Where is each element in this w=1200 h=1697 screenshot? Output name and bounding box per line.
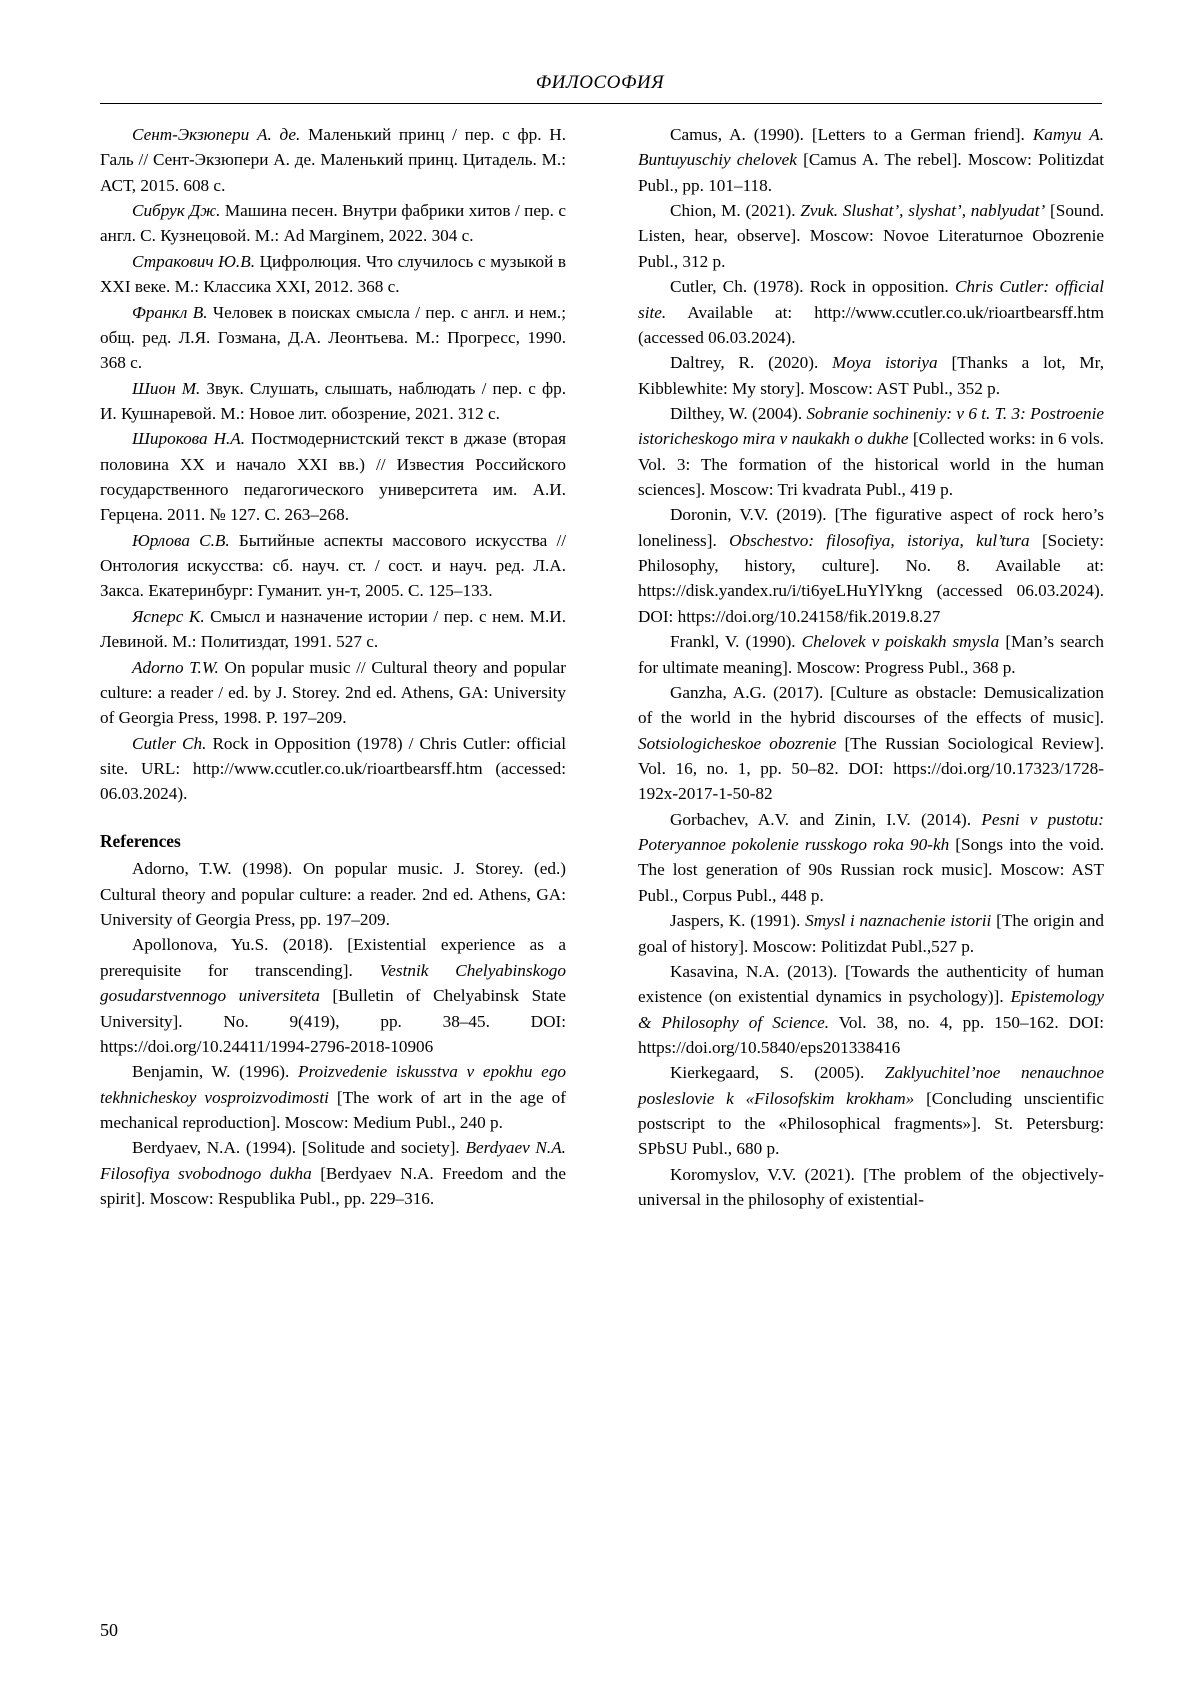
two-column-body: [100, 122, 1104, 1497]
reference-item: Ganzha, A.G. (2017). [Culture as obstacle: Demusicalization of the world in the hybrid discourses of the effects of music]. Sotsiologicheskoe obozrenie [The Russian Sociological Review]. Vol. 16, no. 1, pp. 50–82. DOI: https://doi.org/10.17323/1728-192x-2017-1-50-82: [638, 682, 1104, 804]
reference-item: Cutler Ch. Rock in Opposition (1978) / Chris Cutler: official site. URL: http://www.ccutler.co.uk/rioartbearsff.htm (accessed: 06.03.2024).: [100, 733, 567, 804]
reference-item: Gorbachev, A.V. and Zinin, I.V. (2014). Pesni v pustotu: Poteryannoe pokolenie russkogo roka 90-kh [Songs into the void. The lost generation of 90s Russian rock music]. Moscow: AST Publ., Corpus Publ., 448 p.: [638, 809, 1105, 905]
left-column: [100, 122, 566, 1497]
reference-item: Camus, A. (1990). [Letters to a German friend]. Kamyu A. Buntuyuschiy chelovek [Camus A. The rebel]. Moscow: Politizdat Publ., pp. 101–118.: [638, 125, 1104, 195]
reference-item: Широкова Н.А. Постмодернистский текст в джазе (вторая половина XX и начало XXI вв.) // Известия Российского государственного педагогического университета им. А.И. Герцена. 2011. № 127. С. 263–268.: [100, 429, 566, 525]
page-number: 50: [100, 1620, 118, 1640]
reference-item: Сент-Экзюпери А. де. Маленький принц / пер. с фр. Н. Галь // Сент-Экзюпери А. де. Маленький принц. Цитадель. М.: АСТ, 2015. 608 с.: [100, 125, 566, 195]
reference-item: Doronin, V.V. (2019). [The figurative aspect of rock hero’s loneliness]. Obschestvo: filosofiya, istoriya, kul’tura [Society: Philosophy, history, culture]. No. 8. Available at: https://disk.yandex.ru/i/ti6yeLHuYlYkng (accessed 06.03.2024). DOI: https://doi.org/10.24158/fik.2019.8.27: [638, 505, 1104, 626]
reference-item: Frankl, V. (1990). Chelovek v poiskakh smysla [Man’s search for ultimate meaning]. Moscow: Progress Publ., 368 p.: [638, 632, 1104, 677]
reference-item: Benjamin, W. (1996). Proizvedenie iskusstva v epokhu ego tekhnicheskoy vosproizvodimosti [The work of art in the age of mechanical reproduction]. Moscow: Medium Publ., 240 p.: [100, 1062, 567, 1132]
reference-item: Koromyslov, V.V. (2021). [The problem of the objectively-universal in the philosophy of existential-: [638, 1164, 1104, 1210]
reference-item: Kasavina, N.A. (2013). [Towards the authenticity of human existence (on existential dynamics in psychology)]. Epistemology & Philosophy of Science. Vol. 38, no. 4, pp. 150–162. DOI: https://doi.org/10.5840/eps201338416: [638, 961, 1104, 1057]
reference-item: Berdyaev, N.A. (1994). [Solitude and society]. Berdyaev N.A. Filosofiya svobodnogo dukha [Berdyaev N.A. Freedom and the spirit]. Moscow: Respublika Publ., pp. 229–316.: [100, 1138, 566, 1209]
reference-item: Шион М. Звук. Слушать, слышать, наблюдать / пер. с фр. И. Кушнаревой. М.: Новое лит. обозрение, 2021. 312 с.: [100, 378, 566, 423]
reference-item: Юрлова С.В. Бытийные аспекты массового искусства // Онтология искусства: сб. науч. ст. / сост. и науч. ред. Л.А. Закса. Екатеринбург: Гуманит. ун-т, 2005. С. 125–133.: [100, 530, 566, 601]
reference-item: Dilthey, W. (2004). Sobranie sochineniy: v 6 t. T. 3: Postroenie istoricheskogo mira v naukakh o dukhe [Collected works: in 6 vols. Vol. 3: The formation of the historical world in the human sciences]. Moscow: Tri kvadrata Publ., 419 p.: [638, 403, 1104, 500]
reference-item: Daltrey, R. (2020). Moya istoriya [Thanks a lot, Mr, Kibblewhite: My story]. Moscow: AST Publ., 352 p.: [638, 353, 1104, 398]
reference-item: Adorno, T.W. (1998). On popular music. J. Storey. (ed.) Cultural theory and popular culture: a reader. 2nd ed. Athens, GA: University of Georgia Press, pp. 197–209.: [100, 859, 566, 930]
reference-item: Apollonova, Yu.S. (2018). [Existential experience as a prerequisite for transcending]. Vestnik Chelyabinskogo gosudarstvennogo universiteta [Bulletin of Chelyabinsk State University]. No. 9(419), pp. 38–45. DOI: https://doi.org/10.24411/1994-2796-2018-10906: [100, 935, 567, 1056]
reference-item: Стракович Ю.В. Цифролюция. Что случилось с музыкой в XXI веке. М.: Классика XXI, 2012. 368 с.: [100, 251, 566, 297]
reference-item: Chion, M. (2021). Zvuk. Slushat’, slyshat’, nablyudat’ [Sound. Listen, hear, observe]. Moscow: Novoe Literaturnoe Obozrenie Publ., 312 p.: [638, 201, 1104, 271]
reference-item: Jaspers, K. (1991). Smysl i naznachenie istorii [The origin and goal of history]. Moscow: Politizdat Publ.,527 p.: [638, 911, 1104, 956]
reference-item: Сибрук Дж. Машина песен. Внутри фабрики хитов / пер. с англ. С. Кузнецовой. М.: Ad Marginem, 2022. 304 с.: [100, 201, 566, 246]
reference-item: Kierkegaard, S. (2005). Zaklyuchitel’noe nenauchnoe posleslovie k «Filosofskim krokham» [Concluding unscientific postscript to the «Philosophical fragments»]. St. Petersburg: SPbSU Publ., 680 p.: [638, 1063, 1104, 1159]
reference-item: Франкл В. Человек в поисках смысла / пер. с англ. и нем.; общ. ред. Л.Я. Гозмана, Д.А. Леонтьева. М.: Прогресс, 1990. 368 с.: [100, 302, 566, 373]
reference-item: Adorno T.W. On popular music // Cultural theory and popular culture: a reader / ed. by J. Storey. 2nd ed. Athens, GA: University of Georgia Press, 1998. P. 197–209.: [100, 657, 566, 728]
running-head: ФИЛОСОФИЯ: [535, 72, 665, 93]
references-heading: References: [100, 830, 181, 851]
header-rule: [100, 103, 1102, 104]
reference-item: Ясперс К. Смысл и назначение истории / пер. с нем. М.И. Левиной. М.: Политиздат, 1991. 527 с.: [100, 606, 566, 652]
right-column: [638, 122, 1104, 1497]
reference-item: Cutler, Ch. (1978). Rock in opposition. Chris Cutler: official site. Available at: http://www.ccutler.co.uk/rioartbearsff.htm (accessed 06.03.2024).: [638, 277, 1104, 347]
